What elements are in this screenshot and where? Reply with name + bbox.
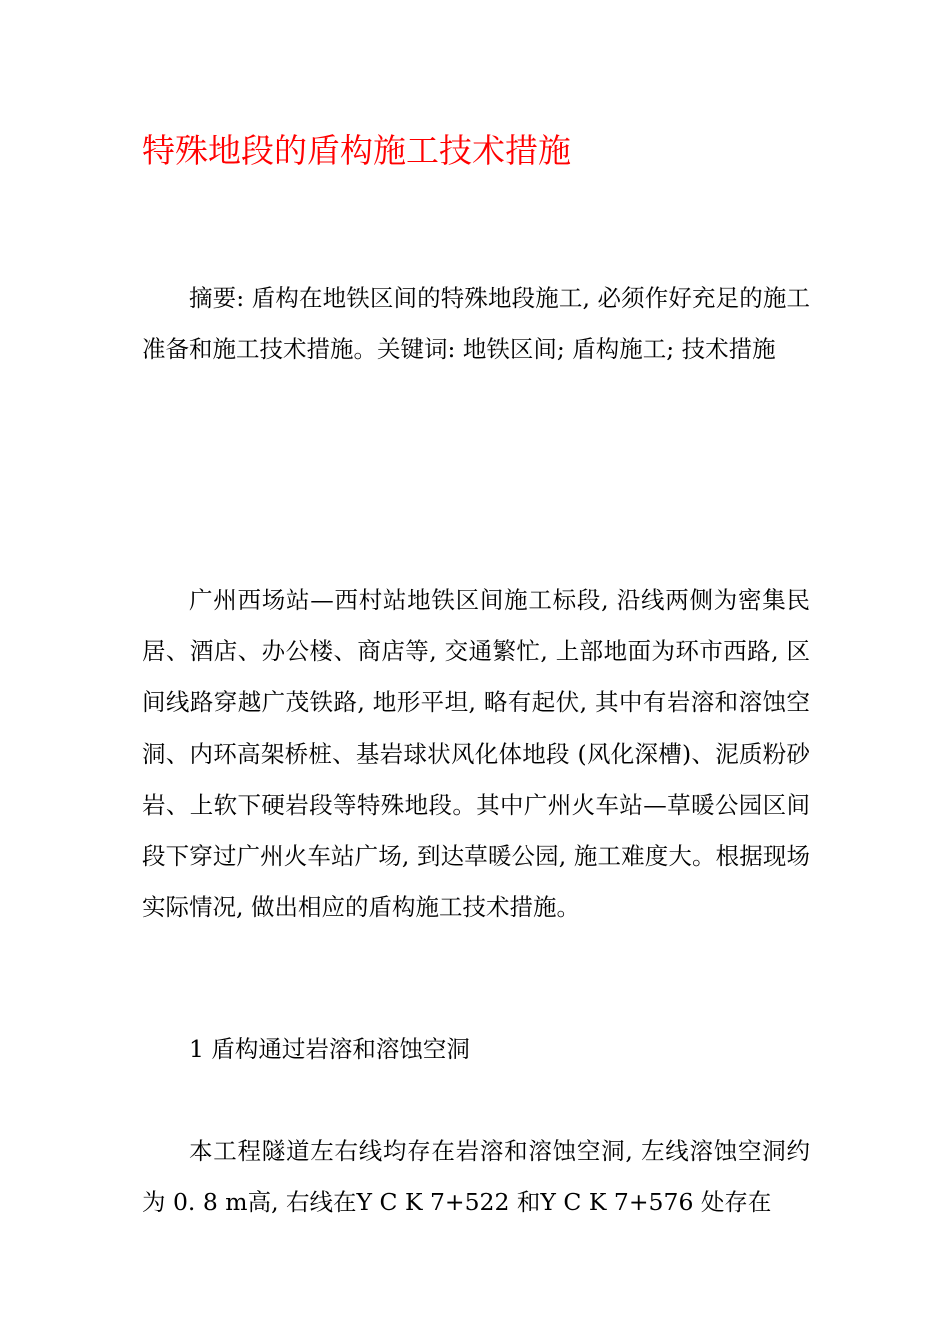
intro-paragraph: 广州西场站—西村站地铁区间施工标段, 沿线两侧为密集民居、酒店、办公楼、商店等, 交通繁忙, 上部地面为环市西路, 区间线路穿越广茂铁路, 地形平坦, 略有起伏, 其中有岩溶和溶蚀空洞、内环高架桥桩、基岩球状风化体地段 (风化深槽)、泥质粉砂岩、上软下硬岩段等特殊地段。其中广州火车站—草暖公园区间段下穿过广州火车站广场, 到达草暖公园, 施工难度大。根据现场实际情况, 做出相应的盾构施工技术措施。 bbox=[142, 586, 810, 922]
section-body-paragraph: 本工程隧道左右线均存在岩溶和溶蚀空洞, 左线溶蚀空洞约为 0. 8 m高, 右线在Y C K 7+522 和Y C K 7+576 处存在 bbox=[142, 1137, 810, 1217]
abstract-paragraph: 摘要: 盾构在地铁区间的特殊地段施工, 必须作好充足的施工准备和施工技术措施。关键词: 地铁区间; 盾构施工; 技术措施 bbox=[142, 284, 810, 364]
section-heading: 1 盾构通过岩溶和溶蚀空洞 bbox=[189, 1035, 470, 1063]
document-title: 特殊地段的盾构施工技术措施 bbox=[142, 131, 571, 170]
